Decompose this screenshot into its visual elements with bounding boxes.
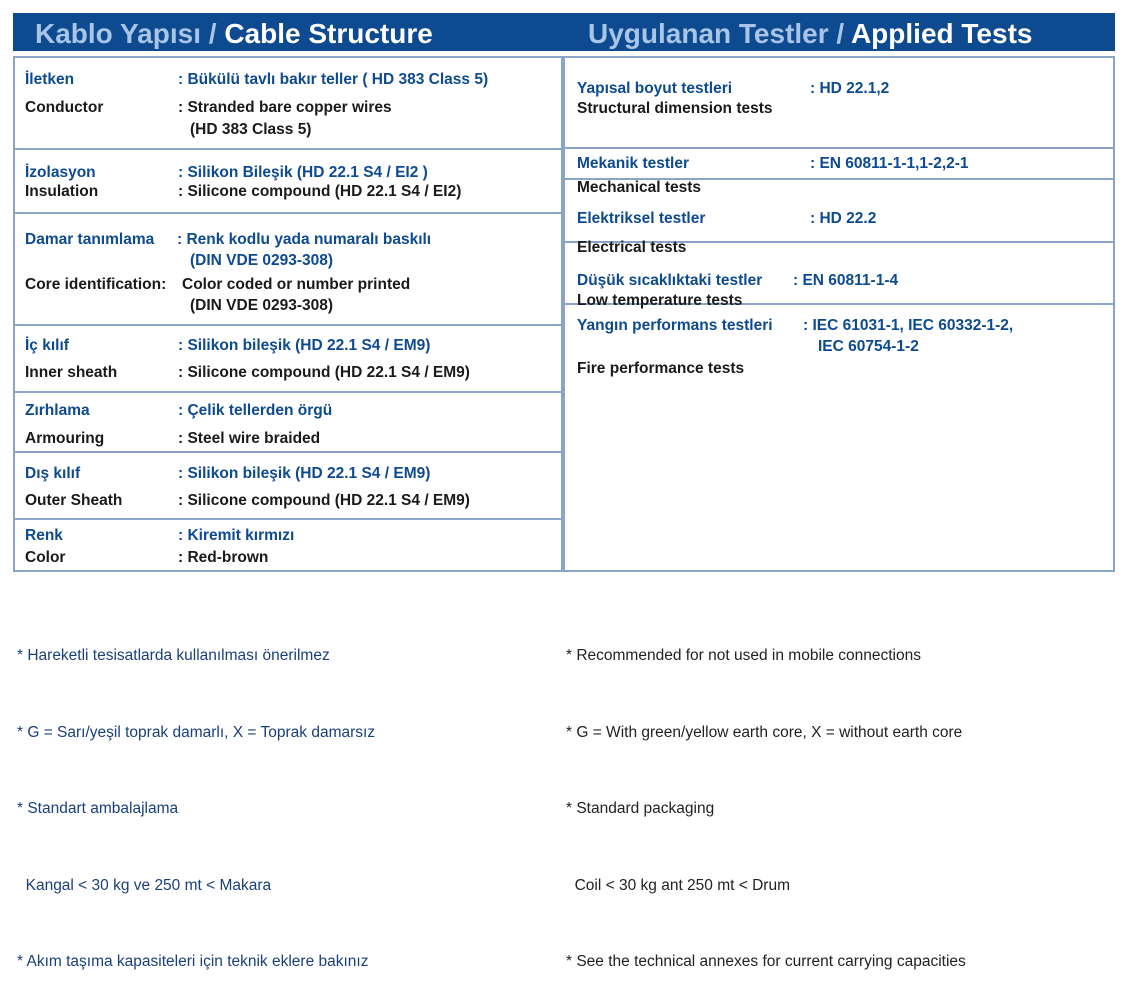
row-label-en: Insulation	[25, 183, 99, 200]
outer-sheath-row	[15, 453, 561, 520]
row-value-en: : Silicone compound (HD 22.1 S4 / EI2)	[178, 183, 462, 200]
test-label-tr: Düşük sıcaklıktaki testler	[577, 272, 763, 289]
test-label-tr: Mekanik testler	[577, 155, 689, 172]
test-standard: : EN 60811-1-1,1-2,2-1	[810, 155, 969, 172]
row-label-tr: İç kılıf	[25, 337, 69, 354]
row-label-en: Outer Sheath	[25, 492, 123, 509]
note-line: Coil < 30 kg ant 250 mt < Drum	[566, 876, 790, 894]
note-line: * Standart ambalajlama	[17, 800, 179, 817]
test-label-en: Low temperature tests	[577, 292, 743, 309]
row-label-en: Color	[25, 549, 66, 566]
color-row	[15, 520, 561, 572]
note-line: * G = With green/yellow earth core, X = without earth core	[566, 723, 963, 741]
test-standard: : HD 22.1,2	[810, 80, 890, 97]
inner-sheath-row	[15, 326, 561, 393]
note-line: * Akım taşıma kapasiteleri için teknik eklere bakınız	[17, 953, 369, 970]
row-value-en-2: (DIN VDE 0293-308)	[190, 297, 334, 314]
test-label-en: Structural dimension tests	[577, 100, 773, 117]
armouring-row	[15, 393, 561, 453]
test-label-en: Fire performance tests	[577, 360, 745, 377]
test-standard: : EN 60811-1-4	[793, 272, 899, 289]
insulation-row	[15, 150, 561, 214]
row-value-tr: : Renk kodlu yada numaralı baskılı	[177, 231, 432, 248]
row-label-tr: Renk	[25, 527, 63, 544]
row-label-tr: Damar tanımlama	[25, 231, 155, 248]
note-line: Kangal < 30 kg ve 250 mt < Makara	[17, 876, 272, 894]
row-label-tr: Zırhlama	[25, 402, 90, 419]
row-value-en: : Silicone compound (HD 22.1 S4 / EM9)	[178, 364, 470, 381]
note-line: * Hareketli tesisatlarda kullanılması önerilmez	[17, 647, 330, 664]
row-value-tr: : Silikon bileşik (HD 22.1 S4 / EM9)	[178, 465, 431, 482]
title-tr-right: Uygulanan Testler /	[588, 18, 851, 49]
electrical-tests-row	[565, 180, 1113, 243]
structural-tests-row	[565, 58, 1113, 149]
test-label-tr: Yangın performans testleri	[577, 317, 773, 334]
cable-structure-title	[35, 18, 433, 50]
row-value-tr: : Çelik tellerden örgü	[178, 402, 333, 419]
note-line: * See the technical annexes for current carrying capacities	[566, 953, 966, 970]
header-bar	[13, 13, 1115, 51]
test-label-en: Electrical tests	[577, 239, 687, 256]
test-standard: : IEC 61031-1, IEC 60332-1-2,	[803, 317, 1014, 334]
row-value-tr: : Silikon Bileşik (HD 22.1 S4 / EI2 )	[178, 164, 428, 181]
cable-structure-panel	[13, 56, 563, 572]
conductor-row	[15, 58, 561, 150]
test-standard: : HD 22.2	[810, 210, 877, 227]
row-label-en: Inner sheath	[25, 364, 118, 381]
notes-english	[566, 592, 966, 1000]
applied-tests-title	[588, 18, 1032, 50]
note-line: * Recommended for not used in mobile connections	[566, 647, 921, 664]
core-identification-row	[15, 214, 561, 326]
low-temperature-tests-row	[565, 239, 1113, 309]
row-value-tr: : Bükülü tavlı bakır teller ( HD 383 Class 5)	[178, 71, 489, 88]
row-value-en: : Stranded bare copper wires	[178, 99, 392, 116]
row-value-en-2: (HD 383 Class 5)	[190, 121, 312, 138]
row-value-tr: : Silikon bileşik (HD 22.1 S4 / EM9)	[178, 337, 431, 354]
note-line: * G = Sarı/yeşil toprak damarlı, X = Toprak damarsız	[17, 723, 376, 741]
applied-tests-panel	[563, 56, 1115, 572]
note-line: * Standard packaging	[566, 800, 715, 817]
row-label-tr: Dış kılıf	[25, 465, 81, 482]
test-standard-2: IEC 60754-1-2	[818, 338, 919, 355]
test-label-tr: Elektriksel testler	[577, 210, 706, 227]
row-label-en: Conductor	[25, 99, 104, 116]
row-label-en: Core identification:	[25, 276, 167, 293]
row-value-en: : Silicone compound (HD 22.1 S4 / EM9)	[178, 492, 470, 509]
row-value-en: : Red-brown	[178, 549, 269, 566]
title-en-right: Applied Tests	[850, 18, 1033, 49]
test-label-tr: Yapısal boyut testleri	[577, 80, 733, 97]
row-value-tr: : Kiremit kırmızı	[178, 527, 295, 544]
row-value-en: : Steel wire braided	[178, 430, 321, 447]
title-tr-left: Kablo Yapısı /	[35, 18, 225, 49]
row-label-tr: İletken	[25, 71, 75, 88]
row-value-tr-2: (DIN VDE 0293-308)	[190, 252, 334, 269]
row-label-en: Armouring	[25, 430, 105, 447]
row-label-tr: İzolasyon	[25, 164, 96, 181]
fire-performance-tests-row	[565, 305, 1113, 570]
row-value-en: Color coded or number printed	[182, 276, 411, 293]
test-label-en: Mechanical tests	[577, 179, 702, 196]
notes-turkish	[17, 592, 375, 1000]
mechanical-tests-row	[565, 149, 1113, 180]
title-en-left: Cable Structure	[224, 18, 433, 49]
